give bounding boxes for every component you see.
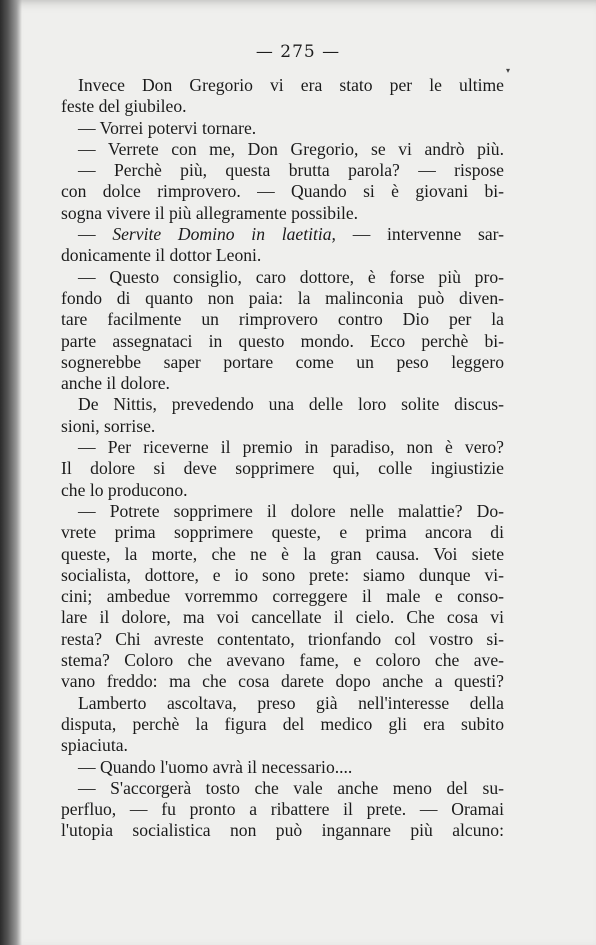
text-line: queste, la morte, che ne è la gran causa. Voi siete bbox=[61, 543, 504, 564]
text-line: De Nittis, prevedendo una delle loro solite discus- bbox=[78, 394, 504, 415]
text-line: donicamente il dottor Leoni. bbox=[61, 245, 262, 266]
text-line: cini; ambedue vorremmo correggere il male e conso- bbox=[61, 586, 504, 607]
book-spine-shadow bbox=[0, 0, 22, 945]
text-line: Lamberto ascoltava, preso già nell'interesse della bbox=[78, 692, 504, 713]
text-line: — Vorrei potervi tornare. bbox=[78, 117, 257, 138]
text-line: tare facilmente un rimprovero contro Dio per la bbox=[61, 309, 504, 330]
ink-speck: ▾ bbox=[506, 66, 511, 75]
text-line: anche il dolore. bbox=[61, 373, 170, 394]
text-line: — Quando l'uomo avrà il necessario.... bbox=[78, 756, 353, 777]
text-line: sognerebbe saper portare come un peso leggero bbox=[61, 351, 504, 372]
text-line: spiaciuta. bbox=[61, 735, 128, 756]
text-line: socialista, dottore, e io sono prete: siamo dunque vi- bbox=[61, 564, 504, 585]
page-number: — 275 — bbox=[255, 42, 341, 62]
text-line: — Per riceverne il premio in paradiso, non è vero? bbox=[78, 437, 504, 458]
text-line: Invece Don Gregorio vi era stato per le ultime bbox=[78, 75, 504, 95]
text-line: — Verrete con me, Don Gregorio, se vi andrò più. bbox=[78, 138, 504, 159]
text-line: — Perchè più, questa brutta parola? — rispose bbox=[78, 160, 504, 181]
text-line: sioni, sorrise. bbox=[61, 415, 156, 436]
text-line: che lo producono. bbox=[61, 479, 188, 500]
text-line: — Servite Domino in laetitia, — intervenne sar- bbox=[78, 224, 504, 245]
text-line: — Potrete sopprimere il dolore nelle malattie? Do- bbox=[78, 500, 504, 521]
text-line: feste del giubileo. bbox=[61, 96, 187, 117]
text-line: disputa, perchè la figura del medico gli era subito bbox=[61, 713, 504, 734]
text-line: sogna vivere il più allegramente possibile. bbox=[61, 202, 359, 223]
text-line: vano freddo: ma che cosa darete dopo anche a questi? bbox=[61, 671, 504, 692]
text-line: — S'accorgerà tosto che vale anche meno del su- bbox=[78, 777, 504, 798]
text-line: stema? Coloro che avevano fame, e coloro che ave- bbox=[61, 650, 504, 671]
text-line: fondo di quanto non paia: la malinconia può diven- bbox=[61, 287, 504, 308]
text-line: l'utopia socialistica non può ingannare più alcuno: bbox=[61, 820, 504, 841]
text-line: resta? Chi avreste contentato, trionfando col vostro si- bbox=[61, 628, 504, 649]
text-line: con dolce rimprovero. — Quando si è giovani bi- bbox=[61, 181, 504, 202]
text-line: parte assegnataci in questo mondo. Ecco perchè bi- bbox=[61, 330, 504, 351]
body-text bbox=[61, 75, 504, 842]
text-line: lare il dolore, ma voi cancellate il cielo. Che cosa vi bbox=[61, 607, 504, 628]
text-line: vrete prima sopprimere queste, e prima ancora di bbox=[61, 522, 504, 543]
text-line: Il dolore si deve sopprimere qui, colle ingiustizie bbox=[61, 458, 504, 479]
text-line: perfluo, — fu pronto a ribattere il prete. — Oramai bbox=[61, 799, 504, 820]
text-line: — Questo consiglio, caro dottore, è forse più pro- bbox=[78, 266, 504, 287]
